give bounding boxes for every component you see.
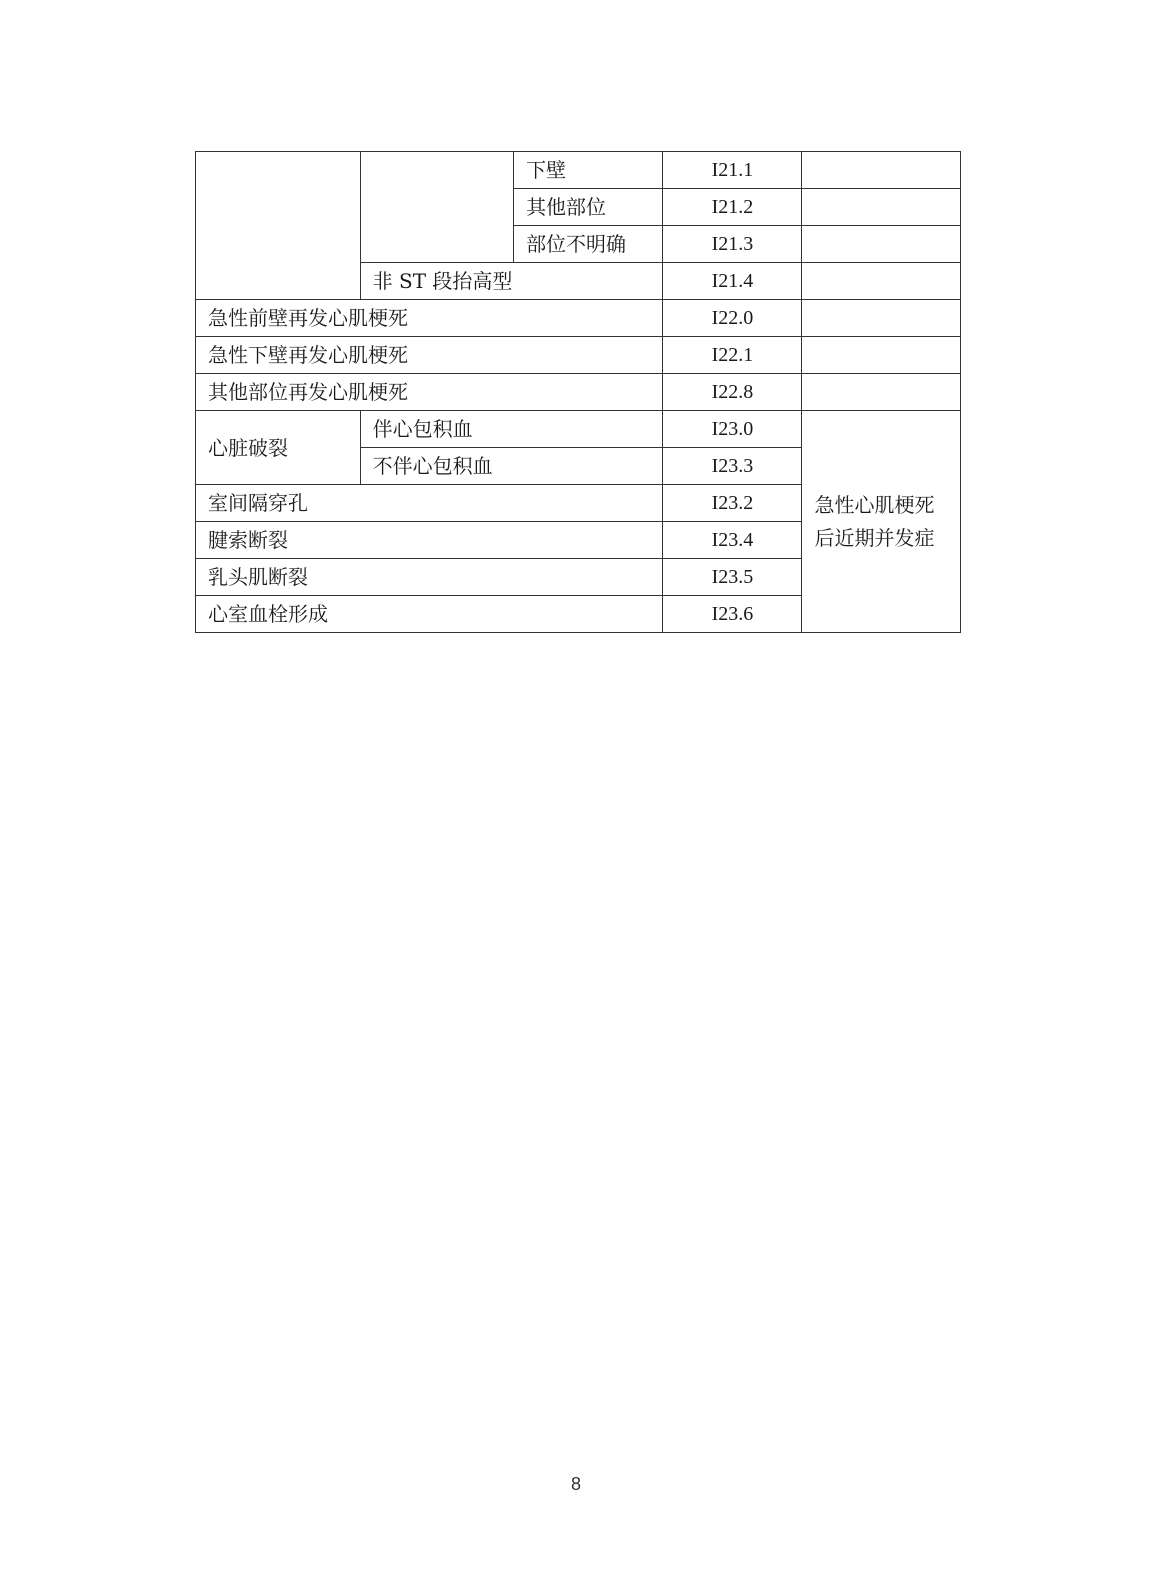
table-row bbox=[196, 300, 961, 337]
diagnosis-name-cell: 心脏破裂 bbox=[196, 411, 361, 485]
table-row bbox=[196, 374, 961, 411]
complication-note-cell: 急性心肌梗死后近期并发症 bbox=[802, 411, 961, 633]
code-cell: I22.8 bbox=[663, 374, 802, 411]
diagnosis-name-cell: 心室血栓形成 bbox=[196, 596, 663, 633]
note-cell bbox=[802, 152, 961, 189]
note-cell bbox=[802, 226, 961, 263]
code-cell: I21.1 bbox=[663, 152, 802, 189]
code-cell: I21.2 bbox=[663, 189, 802, 226]
code-cell: I23.4 bbox=[663, 522, 802, 559]
diagnosis-name-cell: 腱索断裂 bbox=[196, 522, 663, 559]
subtype-cell: 其他部位 bbox=[514, 189, 663, 226]
note-cell bbox=[802, 263, 961, 300]
note-cell bbox=[802, 337, 961, 374]
diagnosis-name-cell: 急性前壁再发心肌梗死 bbox=[196, 300, 663, 337]
note-cell bbox=[802, 374, 961, 411]
code-cell: I23.6 bbox=[663, 596, 802, 633]
note-cell bbox=[802, 300, 961, 337]
table-row bbox=[196, 337, 961, 374]
code-cell: I23.2 bbox=[663, 485, 802, 522]
table-row bbox=[196, 152, 961, 189]
code-cell: I23.3 bbox=[663, 448, 802, 485]
table-row bbox=[196, 411, 961, 448]
code-cell: I23.0 bbox=[663, 411, 802, 448]
empty-cell bbox=[360, 152, 513, 263]
diagnosis-name-cell: 急性下壁再发心肌梗死 bbox=[196, 337, 663, 374]
empty-cell bbox=[196, 152, 361, 300]
code-cell: I22.0 bbox=[663, 300, 802, 337]
diagnosis-name-cell: 乳头肌断裂 bbox=[196, 559, 663, 596]
note-cell bbox=[802, 189, 961, 226]
code-cell: I21.4 bbox=[663, 263, 802, 300]
page-number: 8 bbox=[570, 1474, 581, 1494]
type-cell: 伴心包积血 bbox=[360, 411, 663, 448]
subtype-cell: 部位不明确 bbox=[514, 226, 663, 263]
code-cell: I22.1 bbox=[663, 337, 802, 374]
diagnosis-code-table bbox=[195, 151, 961, 633]
type-cell: 非 ST 段抬高型 bbox=[360, 263, 663, 300]
type-cell: 不伴心包积血 bbox=[360, 448, 663, 485]
subtype-cell: 下壁 bbox=[514, 152, 663, 189]
diagnosis-name-cell: 其他部位再发心肌梗死 bbox=[196, 374, 663, 411]
code-cell: I21.3 bbox=[663, 226, 802, 263]
diagnosis-name-cell: 室间隔穿孔 bbox=[196, 485, 663, 522]
code-cell: I23.5 bbox=[663, 559, 802, 596]
